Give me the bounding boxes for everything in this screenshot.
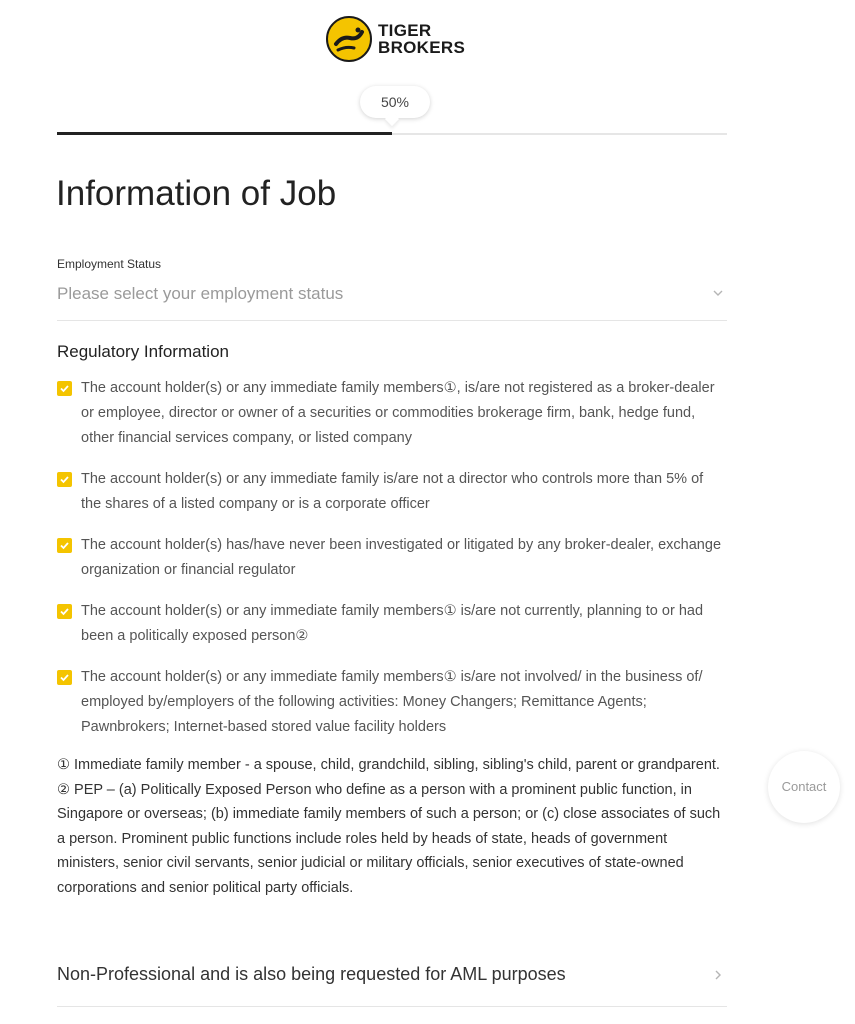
chevron-right-icon: [711, 968, 725, 987]
checkmark-icon: [59, 540, 70, 551]
footnotes: [57, 753, 732, 900]
progress-bar-fill: [57, 132, 392, 135]
regulatory-list: [57, 376, 727, 740]
checkmark-icon: [59, 606, 70, 617]
regulatory-section-title: Regulatory Information: [57, 342, 229, 361]
chevron-down-icon: [711, 286, 725, 305]
regulatory-item: [57, 665, 727, 740]
employment-status-placeholder: Please select your employment status: [57, 284, 344, 303]
regulatory-item-text: The account holder(s) or any immediate family members①, is/are not registered as a broker-dealer or employee, director or owner of a securities or commodities brokerage firm, bank, hedge fund, other financial services company, or listed company: [81, 380, 715, 446]
checkmark-icon: [59, 672, 70, 683]
regulatory-item-text: The account holder(s) or any immediate family is/are not a director who controls more than 5% of the shares of a listed company or is a corporate officer: [81, 471, 704, 512]
checkmark-icon: [59, 383, 70, 394]
footnote-pep: ② PEP – (a) Politically Exposed Person who define as a person with a prominent public function, in Singapore or overseas; (b) immediate family members of such a person; or (c) close associates of such a person. Prominent public functions include roles held by heads of state, heads of government ministers, senior civil servants, senior judicial or military officials, senior executives of state-owned corporations and senior political party officials.: [57, 781, 721, 896]
regulatory-checkbox[interactable]: [57, 381, 72, 396]
employment-status-label: Employment Status: [57, 257, 162, 271]
professional-status-text: Non-Professional and is also being requested for AML purposes: [57, 964, 566, 984]
brand-name-line2: BROKERS: [378, 38, 466, 57]
employment-status-select[interactable]: [57, 280, 727, 321]
regulatory-checkbox[interactable]: [57, 472, 72, 487]
professional-status-link[interactable]: [57, 956, 727, 1007]
page-title: Information of Job: [56, 174, 337, 213]
contact-button[interactable]: Contact: [768, 751, 840, 823]
brand-name-line1: TIGER: [378, 21, 432, 40]
regulatory-item-text: The account holder(s) has/have never been investigated or litigated by any broker-dealer, exchange organization or financial regulator: [81, 537, 722, 578]
regulatory-item-text: The account holder(s) or any immediate family members① is/are not involved/ in the business of/ employed by/employers of the following activities: Money Changers; Remittance Agents; Pawnbrokers; Internet-based stored value facility holders: [81, 669, 703, 735]
brand-logo: [326, 16, 465, 62]
regulatory-item: [57, 533, 727, 583]
regulatory-checkbox[interactable]: [57, 670, 72, 685]
regulatory-item: [57, 376, 727, 451]
tiger-logo-icon: [326, 16, 372, 62]
regulatory-checkbox[interactable]: [57, 604, 72, 619]
regulatory-item: [57, 467, 727, 517]
regulatory-item-text: The account holder(s) or any immediate family members① is/are not currently, planning to or had been a politically exposed person②: [81, 603, 704, 644]
progress-label: 50%: [360, 86, 430, 118]
footnote-family-member: ① Immediate family member - a spouse, child, grandchild, sibling, sibling's child, parent or grandparent.: [57, 757, 720, 773]
brand-name: [378, 22, 465, 56]
progress-bar: [57, 133, 727, 135]
regulatory-checkbox[interactable]: [57, 538, 72, 553]
checkmark-icon: [59, 474, 70, 485]
regulatory-item: [57, 599, 727, 649]
